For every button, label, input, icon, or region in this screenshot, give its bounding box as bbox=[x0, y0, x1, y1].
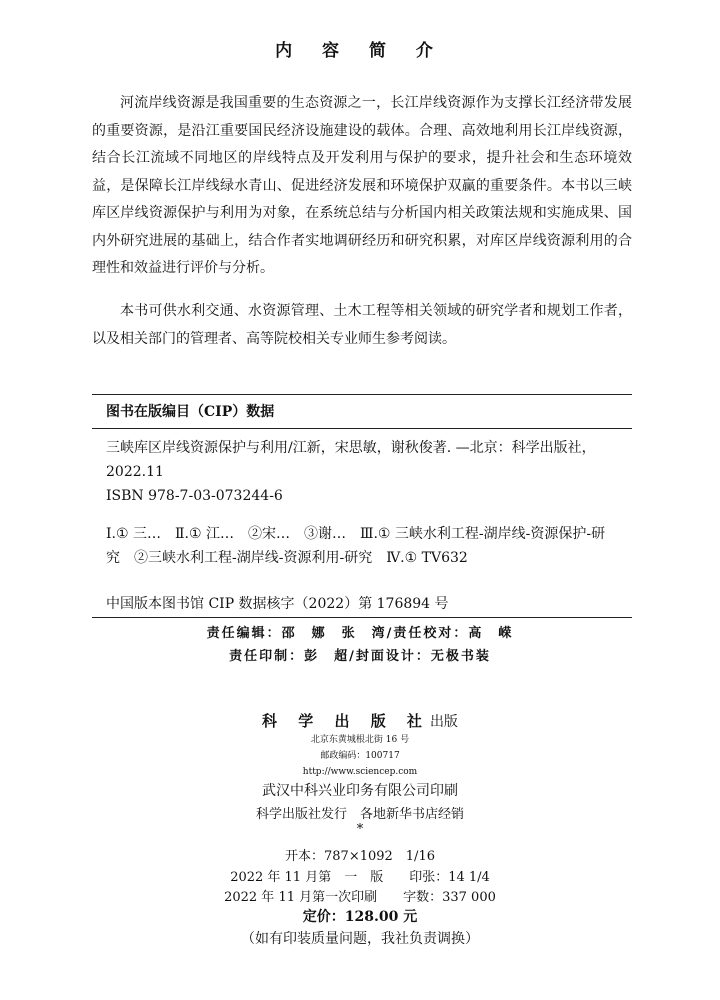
distribution-line: 科学出版社发行 各地新华书店经销 bbox=[255, 807, 464, 822]
intro-paragraph-2: 本书可供水利交通、水资源管理、土木工程等相关领域的研究学者和规划工作者，以及相关部门的管理者、高等院校相关专业师生参考阅读。 bbox=[92, 303, 632, 347]
price-line: 定价：128.00 元 bbox=[302, 909, 418, 925]
cip-heading-rule bbox=[92, 428, 632, 429]
cip-bottom-rule bbox=[92, 617, 632, 618]
publisher-name: 科 学 出 版 社 bbox=[262, 712, 430, 730]
page-title: 内 容 简 介 bbox=[275, 41, 445, 61]
printing-line: 2022 年 11 月第一次印刷 字数：337 000 bbox=[224, 890, 496, 905]
intro-paragraph-1: 河流岸线资源是我国重要的生态资源之一，长江岸线资源作为支撑长江经济带发展的重要资源，是沿江重要国民经济设施建设的载体。合理、高效地利用长江岸线资源，结合长江流域不同地区的岸线特点及开发利用与保护的要求，提升社会和生态环境效益，是保障长江岸线绿水青山、促进经济发展和环境保护双赢的重要条件。本书以三峡库区岸线资源保护与利用为对象，在系统总结与分析国内相关政策法规和实施成果、国内外研究进展的基础上，结合作者实地调研经历和研究积累，对库区岸线资源利用的合理性和效益进行评价与分析。 bbox=[92, 95, 632, 276]
cip-top-rule bbox=[92, 394, 632, 395]
edition-line: 2022 年 11 月第 一 版 印张：14 1/4 bbox=[230, 870, 490, 885]
publisher-website: http://www.sciencep.com bbox=[302, 767, 418, 777]
cip-isbn: ISBN 978-7-03-073244-6 bbox=[106, 488, 283, 504]
format-line: 开本：787×1092 1/16 bbox=[285, 849, 435, 864]
credits-editors: 责任编辑：邵 娜 张 湾/责任校对：高 嵘 bbox=[206, 626, 514, 641]
publisher-suffix: 出版 bbox=[429, 714, 458, 730]
credits-production: 责任印制：彭 超/封面设计：无极书装 bbox=[229, 649, 491, 664]
cip-subjects: Ⅰ.① 三… Ⅱ.① 江… ②宋… ③谢… Ⅲ.① 三峡水利工程-湖岸线-资源保护-研究 ②三峡水利工程-湖岸线-资源利用-研究 Ⅳ.① TV632 bbox=[106, 526, 606, 566]
publisher-postcode: 邮政编码：100717 bbox=[320, 751, 400, 761]
cip-citation: 三峡库区岸线资源保护与利用/江新，宋思敏，谢秋俊著. —北京：科学出版社，2022.11 bbox=[106, 440, 596, 480]
cip-record: 中国版本图书馆 CIP 数据核字（2022）第 176894 号 bbox=[106, 596, 449, 612]
publisher-address: 北京东黄城根北街 16 号 bbox=[310, 735, 410, 745]
printer-line: 武汉中科兴业印务有限公司印刷 bbox=[262, 783, 458, 799]
cip-heading: 图书在版编目（CIP）数据 bbox=[106, 404, 275, 420]
quality-note: （如有印装质量问题，我社负责调换） bbox=[241, 931, 479, 947]
publisher-line bbox=[0, 710, 720, 731]
separator-asterisk: * bbox=[356, 822, 364, 837]
